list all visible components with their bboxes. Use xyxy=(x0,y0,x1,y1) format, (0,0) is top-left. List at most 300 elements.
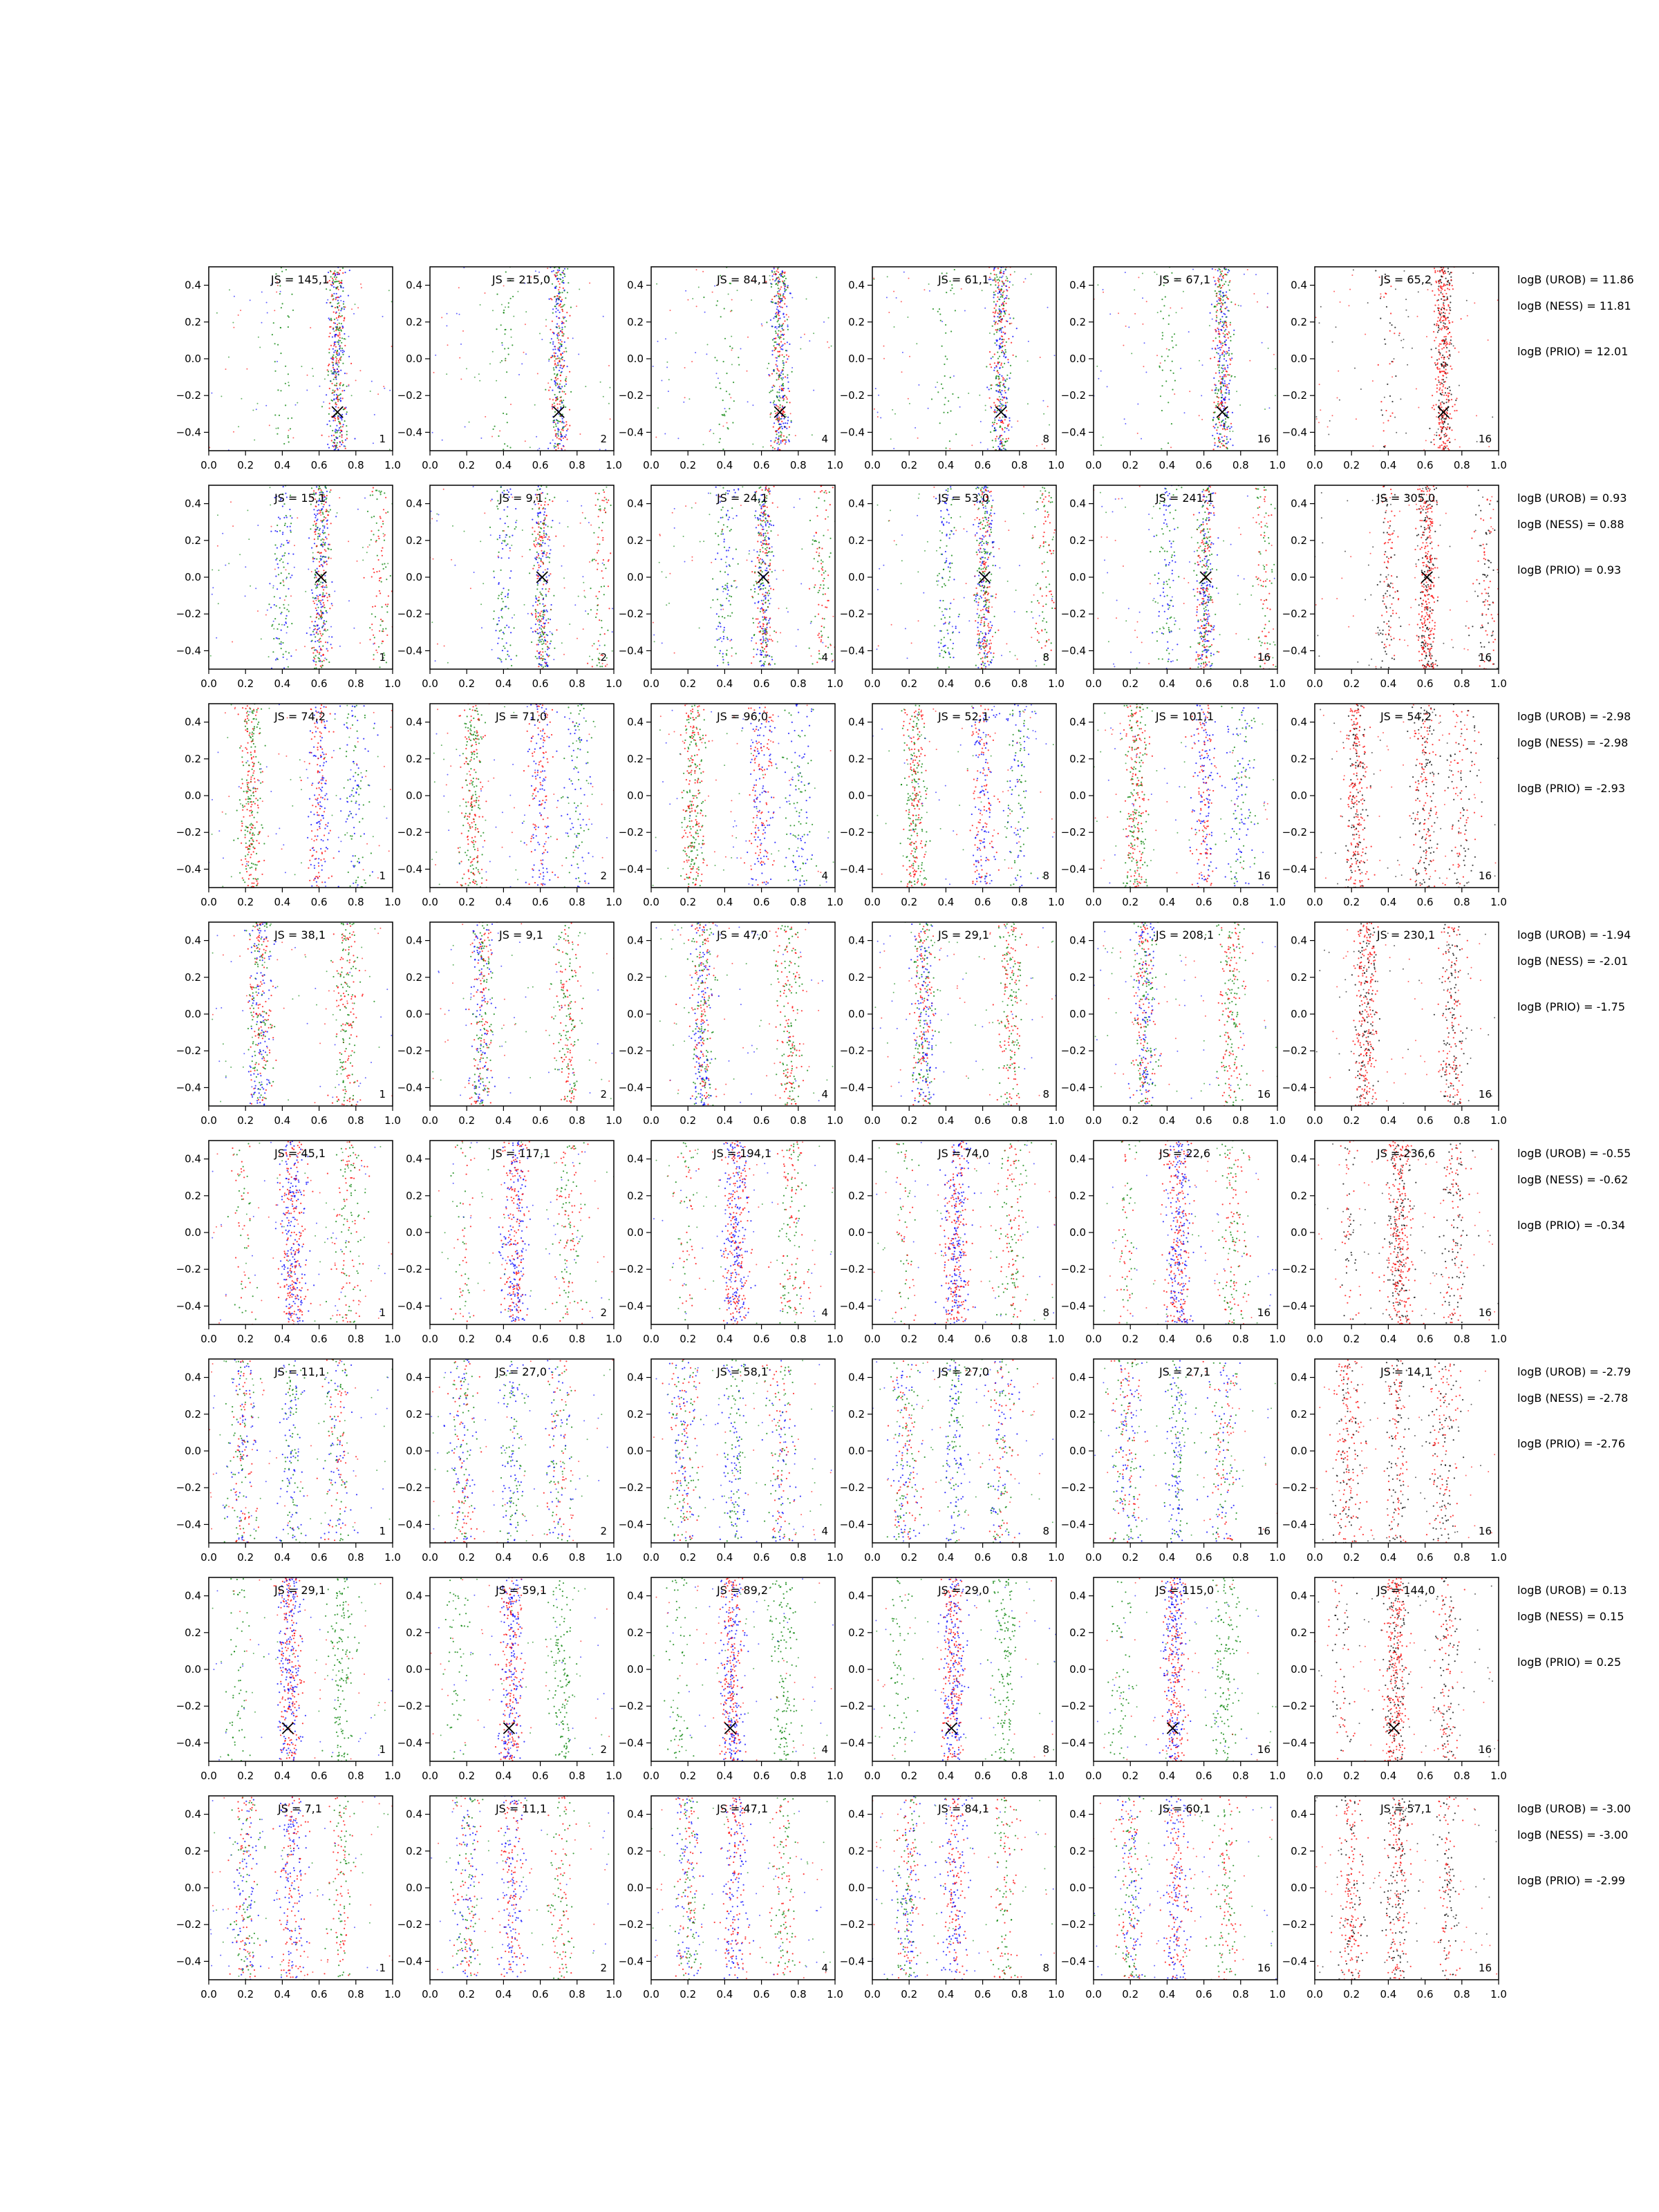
scatter-point xyxy=(286,659,288,660)
scatter-point xyxy=(1224,330,1226,332)
scatter-point xyxy=(1433,331,1434,332)
scatter-point xyxy=(545,651,546,653)
scatter-point xyxy=(544,626,545,627)
scatter-point xyxy=(751,637,753,639)
scatter-point xyxy=(306,390,308,391)
scatter-point xyxy=(1444,328,1445,329)
scatter-point xyxy=(210,655,212,657)
scatter-point xyxy=(320,512,321,513)
scatter-point xyxy=(378,559,379,561)
scatter-point xyxy=(971,444,973,446)
scatter-point xyxy=(552,390,553,391)
scatter-point xyxy=(1000,297,1001,298)
scatter-point xyxy=(777,306,778,308)
scatter-point xyxy=(778,344,780,346)
scatter-point xyxy=(784,414,785,415)
scatter-point xyxy=(1219,422,1220,423)
scatter-point xyxy=(314,558,315,559)
scatter-point xyxy=(1227,367,1228,368)
scatter-point xyxy=(1004,326,1006,328)
scatter-point xyxy=(602,577,603,579)
scatter-point xyxy=(779,386,780,387)
scatter-point xyxy=(332,392,333,393)
scatter-point xyxy=(777,277,778,279)
scatter-point xyxy=(532,614,533,615)
scatter-point xyxy=(597,569,598,570)
scatter-point xyxy=(1222,299,1224,301)
scatter-point xyxy=(1009,287,1010,288)
scatter-point xyxy=(1226,297,1228,298)
scatter-point xyxy=(333,322,335,324)
scatter-point xyxy=(945,397,946,398)
scatter-point xyxy=(766,520,767,521)
scatter-point xyxy=(529,572,530,574)
scatter-point xyxy=(554,648,555,649)
scatter-point xyxy=(939,422,941,424)
scatter-point xyxy=(211,393,212,394)
y-tick-label: 0.2 xyxy=(1291,316,1307,328)
scatter-point xyxy=(1441,286,1443,288)
scatter-point xyxy=(1160,395,1161,397)
scatter-point xyxy=(784,343,785,344)
scatter-point xyxy=(558,339,559,341)
scatter-point xyxy=(291,623,292,624)
scatter-point xyxy=(1221,270,1223,272)
y-tick-label: 0.4 xyxy=(406,498,422,510)
scatter-point xyxy=(771,525,772,526)
scatter-point xyxy=(1441,402,1443,403)
scatter-point xyxy=(542,655,543,657)
scatter-point xyxy=(311,590,312,591)
scatter-point xyxy=(770,402,771,403)
scatter-point xyxy=(1000,422,1002,423)
scatter-point xyxy=(552,500,553,502)
scatter-point xyxy=(288,382,289,383)
scatter-point xyxy=(944,364,945,365)
scatter-point xyxy=(324,630,325,631)
scatter-point xyxy=(386,635,388,636)
scatter-point xyxy=(1000,420,1001,422)
scatter-point xyxy=(326,394,327,395)
scatter-point xyxy=(229,289,230,290)
scatter-point xyxy=(559,400,561,402)
scatter-point xyxy=(501,598,503,599)
scatter-point xyxy=(539,615,541,616)
scatter-point xyxy=(565,434,567,435)
scatter-point xyxy=(740,348,742,350)
scatter-point xyxy=(758,525,759,526)
scatter-point xyxy=(222,533,223,534)
scatter-point xyxy=(390,575,391,577)
scatter-point xyxy=(295,404,297,406)
scatter-point xyxy=(784,395,785,396)
scatter-point xyxy=(369,544,371,545)
scatter-point xyxy=(319,639,320,640)
scatter-point xyxy=(778,408,780,409)
scatter-point xyxy=(280,291,281,292)
scatter-point xyxy=(561,642,563,644)
scatter-point xyxy=(346,434,348,435)
scatter-point xyxy=(1426,336,1427,337)
scatter-point xyxy=(388,595,389,597)
scatter-point xyxy=(937,391,939,393)
scatter-point xyxy=(367,511,368,512)
scatter-point xyxy=(315,515,317,516)
scatter-point xyxy=(1002,438,1004,440)
scatter-point xyxy=(537,570,538,571)
scatter-point xyxy=(539,612,541,614)
scatter-point xyxy=(601,666,603,667)
scatter-point xyxy=(382,630,383,632)
scatter-point xyxy=(907,317,908,318)
scatter-point xyxy=(601,620,602,621)
scatter-point xyxy=(785,376,786,377)
scatter-point xyxy=(332,274,334,275)
scatter-point xyxy=(1455,400,1456,401)
scatter-point xyxy=(326,498,327,499)
scatter-point xyxy=(1166,348,1168,350)
scatter-point xyxy=(1442,417,1443,418)
scatter-point xyxy=(511,337,512,338)
scatter-point xyxy=(536,588,538,590)
scatter-point xyxy=(341,323,342,324)
scatter-point xyxy=(556,326,557,328)
scatter-point xyxy=(545,326,547,327)
scatter-point xyxy=(595,617,597,618)
scatter-point xyxy=(782,293,784,294)
scatter-point xyxy=(1220,271,1221,272)
scatter-point xyxy=(607,630,608,631)
scatter-point xyxy=(238,426,239,427)
scatter-point xyxy=(760,665,762,666)
scatter-point xyxy=(521,363,523,364)
scatter-point xyxy=(785,285,786,287)
scatter-point xyxy=(491,649,493,650)
scatter-point xyxy=(333,417,335,418)
scatter-point xyxy=(1009,420,1011,422)
scatter-point xyxy=(543,612,544,613)
scatter-point xyxy=(780,300,782,301)
scatter-point xyxy=(336,328,337,330)
scatter-point xyxy=(1447,328,1449,329)
scatter-point xyxy=(1437,368,1438,370)
logb-urob-label: logB (UROB) = 11.86 xyxy=(1517,273,1634,286)
scatter-point xyxy=(1435,337,1436,338)
logb-prio-label: logB (PRIO) = 12.01 xyxy=(1517,345,1628,358)
scatter-point xyxy=(348,356,350,357)
scatter-point xyxy=(955,310,956,311)
scatter-point xyxy=(877,412,879,413)
scatter-point xyxy=(1225,397,1226,398)
scatter-point xyxy=(276,361,278,362)
scatter-point xyxy=(1000,337,1001,339)
scatter-point xyxy=(928,283,930,285)
scatter-point xyxy=(778,337,779,338)
scatter-point xyxy=(1163,318,1164,319)
scatter-point xyxy=(1436,388,1438,389)
scatter-point xyxy=(999,346,1000,348)
scatter-point xyxy=(332,355,334,356)
scatter-point xyxy=(1443,441,1444,442)
scatter-point xyxy=(1221,302,1222,303)
scatter-point xyxy=(1444,312,1445,314)
x-tick-label: 0.8 xyxy=(569,459,585,471)
scatter-point xyxy=(1221,394,1223,395)
scatter-point xyxy=(1449,428,1450,429)
scatter-point xyxy=(718,377,719,379)
scatter-point xyxy=(281,644,282,645)
scatter-point xyxy=(332,605,333,606)
scatter-point xyxy=(1224,383,1226,384)
scatter-point xyxy=(1444,343,1445,344)
x-tick-label: 0.2 xyxy=(1122,459,1138,471)
scatter-point xyxy=(549,499,550,500)
scatter-point xyxy=(532,527,533,528)
scatter-point xyxy=(780,294,781,295)
scatter-point xyxy=(993,447,994,448)
scatter-point xyxy=(333,311,335,312)
scatter-point xyxy=(1222,321,1224,323)
scatter-point xyxy=(1008,438,1009,439)
scatter-point xyxy=(317,552,319,553)
scatter-point xyxy=(326,586,328,588)
scatter-point xyxy=(470,588,471,589)
scatter-point xyxy=(281,543,282,545)
scatter-point xyxy=(765,537,766,538)
scatter-point xyxy=(548,575,550,577)
scatter-point xyxy=(1450,343,1452,344)
scatter-point xyxy=(311,547,312,549)
scatter-point xyxy=(285,404,286,406)
scatter-point xyxy=(522,529,523,531)
scatter-point xyxy=(287,526,288,527)
scatter-point xyxy=(567,366,568,367)
scatter-point xyxy=(1440,318,1441,319)
scatter-point xyxy=(1438,310,1439,311)
scatter-point xyxy=(319,565,320,567)
scatter-point xyxy=(1449,307,1450,308)
scatter-point xyxy=(447,313,448,315)
scatter-point xyxy=(948,400,949,402)
scatter-point xyxy=(1439,422,1441,423)
scatter-point xyxy=(268,603,270,605)
scatter-point xyxy=(341,330,342,332)
scatter-point xyxy=(537,562,538,563)
scatter-point xyxy=(1219,291,1221,292)
scatter-point xyxy=(1230,376,1232,377)
scatter-point xyxy=(540,544,541,545)
scatter-point xyxy=(319,529,320,531)
scatter-point xyxy=(1219,404,1220,405)
scatter-point xyxy=(1443,402,1445,404)
scatter-point xyxy=(731,350,732,351)
scatter-point xyxy=(776,366,778,367)
scatter-point xyxy=(1146,301,1147,302)
scatter-point xyxy=(325,641,326,643)
scatter-point xyxy=(998,400,1000,401)
scatter-point xyxy=(780,348,782,350)
scatter-point xyxy=(715,386,717,388)
scatter-point xyxy=(321,626,323,628)
scatter-point xyxy=(1448,438,1450,439)
scatter-point xyxy=(1221,383,1222,384)
scatter-point xyxy=(341,356,342,357)
scatter-point xyxy=(281,630,282,631)
scatter-point xyxy=(1213,402,1215,403)
scatter-point xyxy=(608,500,609,501)
scatter-point xyxy=(760,541,762,543)
scatter-point xyxy=(277,389,279,391)
scatter-point xyxy=(326,538,328,539)
scatter-point xyxy=(1445,293,1447,294)
scatter-point xyxy=(1005,268,1006,270)
scatter-point xyxy=(559,335,560,336)
scatter-point xyxy=(776,344,778,345)
scatter-point xyxy=(776,412,778,413)
scatter-point xyxy=(232,322,234,324)
scatter-point xyxy=(319,638,321,639)
scatter-point xyxy=(1220,321,1221,322)
scatter-point xyxy=(480,304,481,306)
scatter-point xyxy=(288,418,289,419)
scatter-point xyxy=(498,435,499,437)
scatter-point xyxy=(499,658,500,659)
scatter-point xyxy=(291,294,292,295)
scatter-point xyxy=(556,364,558,366)
scatter-point xyxy=(998,376,1000,377)
scatter-point xyxy=(544,504,545,505)
scatter-point xyxy=(778,355,779,357)
scatter-point xyxy=(609,387,610,388)
scatter-point xyxy=(375,489,377,491)
scatter-point xyxy=(1249,360,1250,362)
scatter-point xyxy=(1212,268,1213,270)
scatter-point xyxy=(281,641,282,643)
scatter-point xyxy=(774,663,776,664)
scatter-point xyxy=(1212,319,1213,320)
scatter-point xyxy=(331,636,332,637)
scatter-point xyxy=(1450,390,1451,391)
scatter-point xyxy=(603,491,605,493)
scatter-point xyxy=(382,563,383,565)
scatter-point xyxy=(560,274,561,276)
scatter-point xyxy=(285,366,286,367)
scatter-point xyxy=(1010,274,1011,275)
scatter-point xyxy=(993,321,995,322)
scatter-point xyxy=(1215,393,1216,394)
scatter-point xyxy=(1218,322,1219,324)
scatter-point xyxy=(548,360,550,362)
scatter-point xyxy=(232,641,233,643)
scatter-point xyxy=(1002,379,1004,381)
scatter-point xyxy=(558,299,559,300)
scatter-point xyxy=(504,443,505,444)
scatter-point xyxy=(559,429,560,431)
scatter-point xyxy=(340,295,341,297)
scatter-point xyxy=(340,382,341,384)
scatter-point xyxy=(555,400,556,402)
scatter-point xyxy=(561,327,563,328)
scatter-point xyxy=(768,526,769,527)
scatter-point xyxy=(541,654,542,655)
scatter-point xyxy=(538,543,540,545)
scatter-point xyxy=(285,623,287,624)
scatter-point xyxy=(288,435,289,436)
scatter-point xyxy=(908,398,909,400)
scatter-point xyxy=(1445,319,1446,321)
scatter-point xyxy=(1233,334,1235,335)
scatter-point xyxy=(997,385,999,386)
scatter-point xyxy=(941,321,943,322)
scatter-point xyxy=(495,630,496,631)
scatter-point xyxy=(1109,313,1111,315)
scatter-point xyxy=(782,270,783,272)
scatter-point xyxy=(317,640,319,641)
scatter-point xyxy=(341,282,342,283)
scatter-point xyxy=(315,649,317,650)
scatter-points xyxy=(432,266,611,451)
scatter-point xyxy=(491,436,493,438)
scatter-point xyxy=(1230,427,1232,428)
scatter-point xyxy=(324,549,326,550)
scatter-point xyxy=(783,364,785,366)
scatter-point xyxy=(1023,281,1024,283)
scatter-point xyxy=(321,509,322,510)
scatter-point xyxy=(597,543,598,545)
scatter-point xyxy=(1004,345,1006,346)
scatter-point xyxy=(536,544,538,545)
scatter-point xyxy=(336,362,337,364)
scatter-point xyxy=(1443,336,1445,337)
scatter-point xyxy=(1215,442,1216,444)
scatter-point xyxy=(883,346,885,347)
scatter-point xyxy=(384,563,385,565)
scatter-point xyxy=(1450,355,1451,357)
scatter-point xyxy=(530,628,532,629)
scatter-point xyxy=(991,357,992,359)
scatter-point xyxy=(567,292,568,293)
scatter-point xyxy=(1477,441,1478,442)
scatter-point xyxy=(1161,410,1163,411)
scatter-point xyxy=(770,413,771,414)
scatter-point xyxy=(320,581,321,583)
scatter-point xyxy=(562,357,563,358)
scatter-point xyxy=(283,585,284,586)
scatter-point xyxy=(316,486,317,487)
scatter-point xyxy=(1028,341,1029,342)
scatter-point xyxy=(500,610,502,611)
scatter-point xyxy=(535,631,536,632)
scatter-point xyxy=(502,548,503,550)
scatter-point xyxy=(282,505,283,507)
scatter-point xyxy=(890,438,892,440)
scatter-point xyxy=(1002,283,1004,284)
scatter-point xyxy=(277,563,279,565)
x-tick-label: 0.2 xyxy=(458,459,475,471)
scatter-point xyxy=(1002,341,1004,343)
scatter-point xyxy=(993,312,994,313)
scatter-point xyxy=(338,362,339,364)
scatter-point xyxy=(1391,324,1392,326)
scatter-point xyxy=(1449,273,1450,274)
scatter-point xyxy=(1458,351,1459,353)
scatter-point xyxy=(564,588,565,589)
scatter-point xyxy=(500,659,502,660)
scatter-point xyxy=(547,268,548,269)
scatter-point xyxy=(1224,283,1225,285)
scatter-point xyxy=(494,577,495,578)
scatter-point xyxy=(561,309,563,310)
